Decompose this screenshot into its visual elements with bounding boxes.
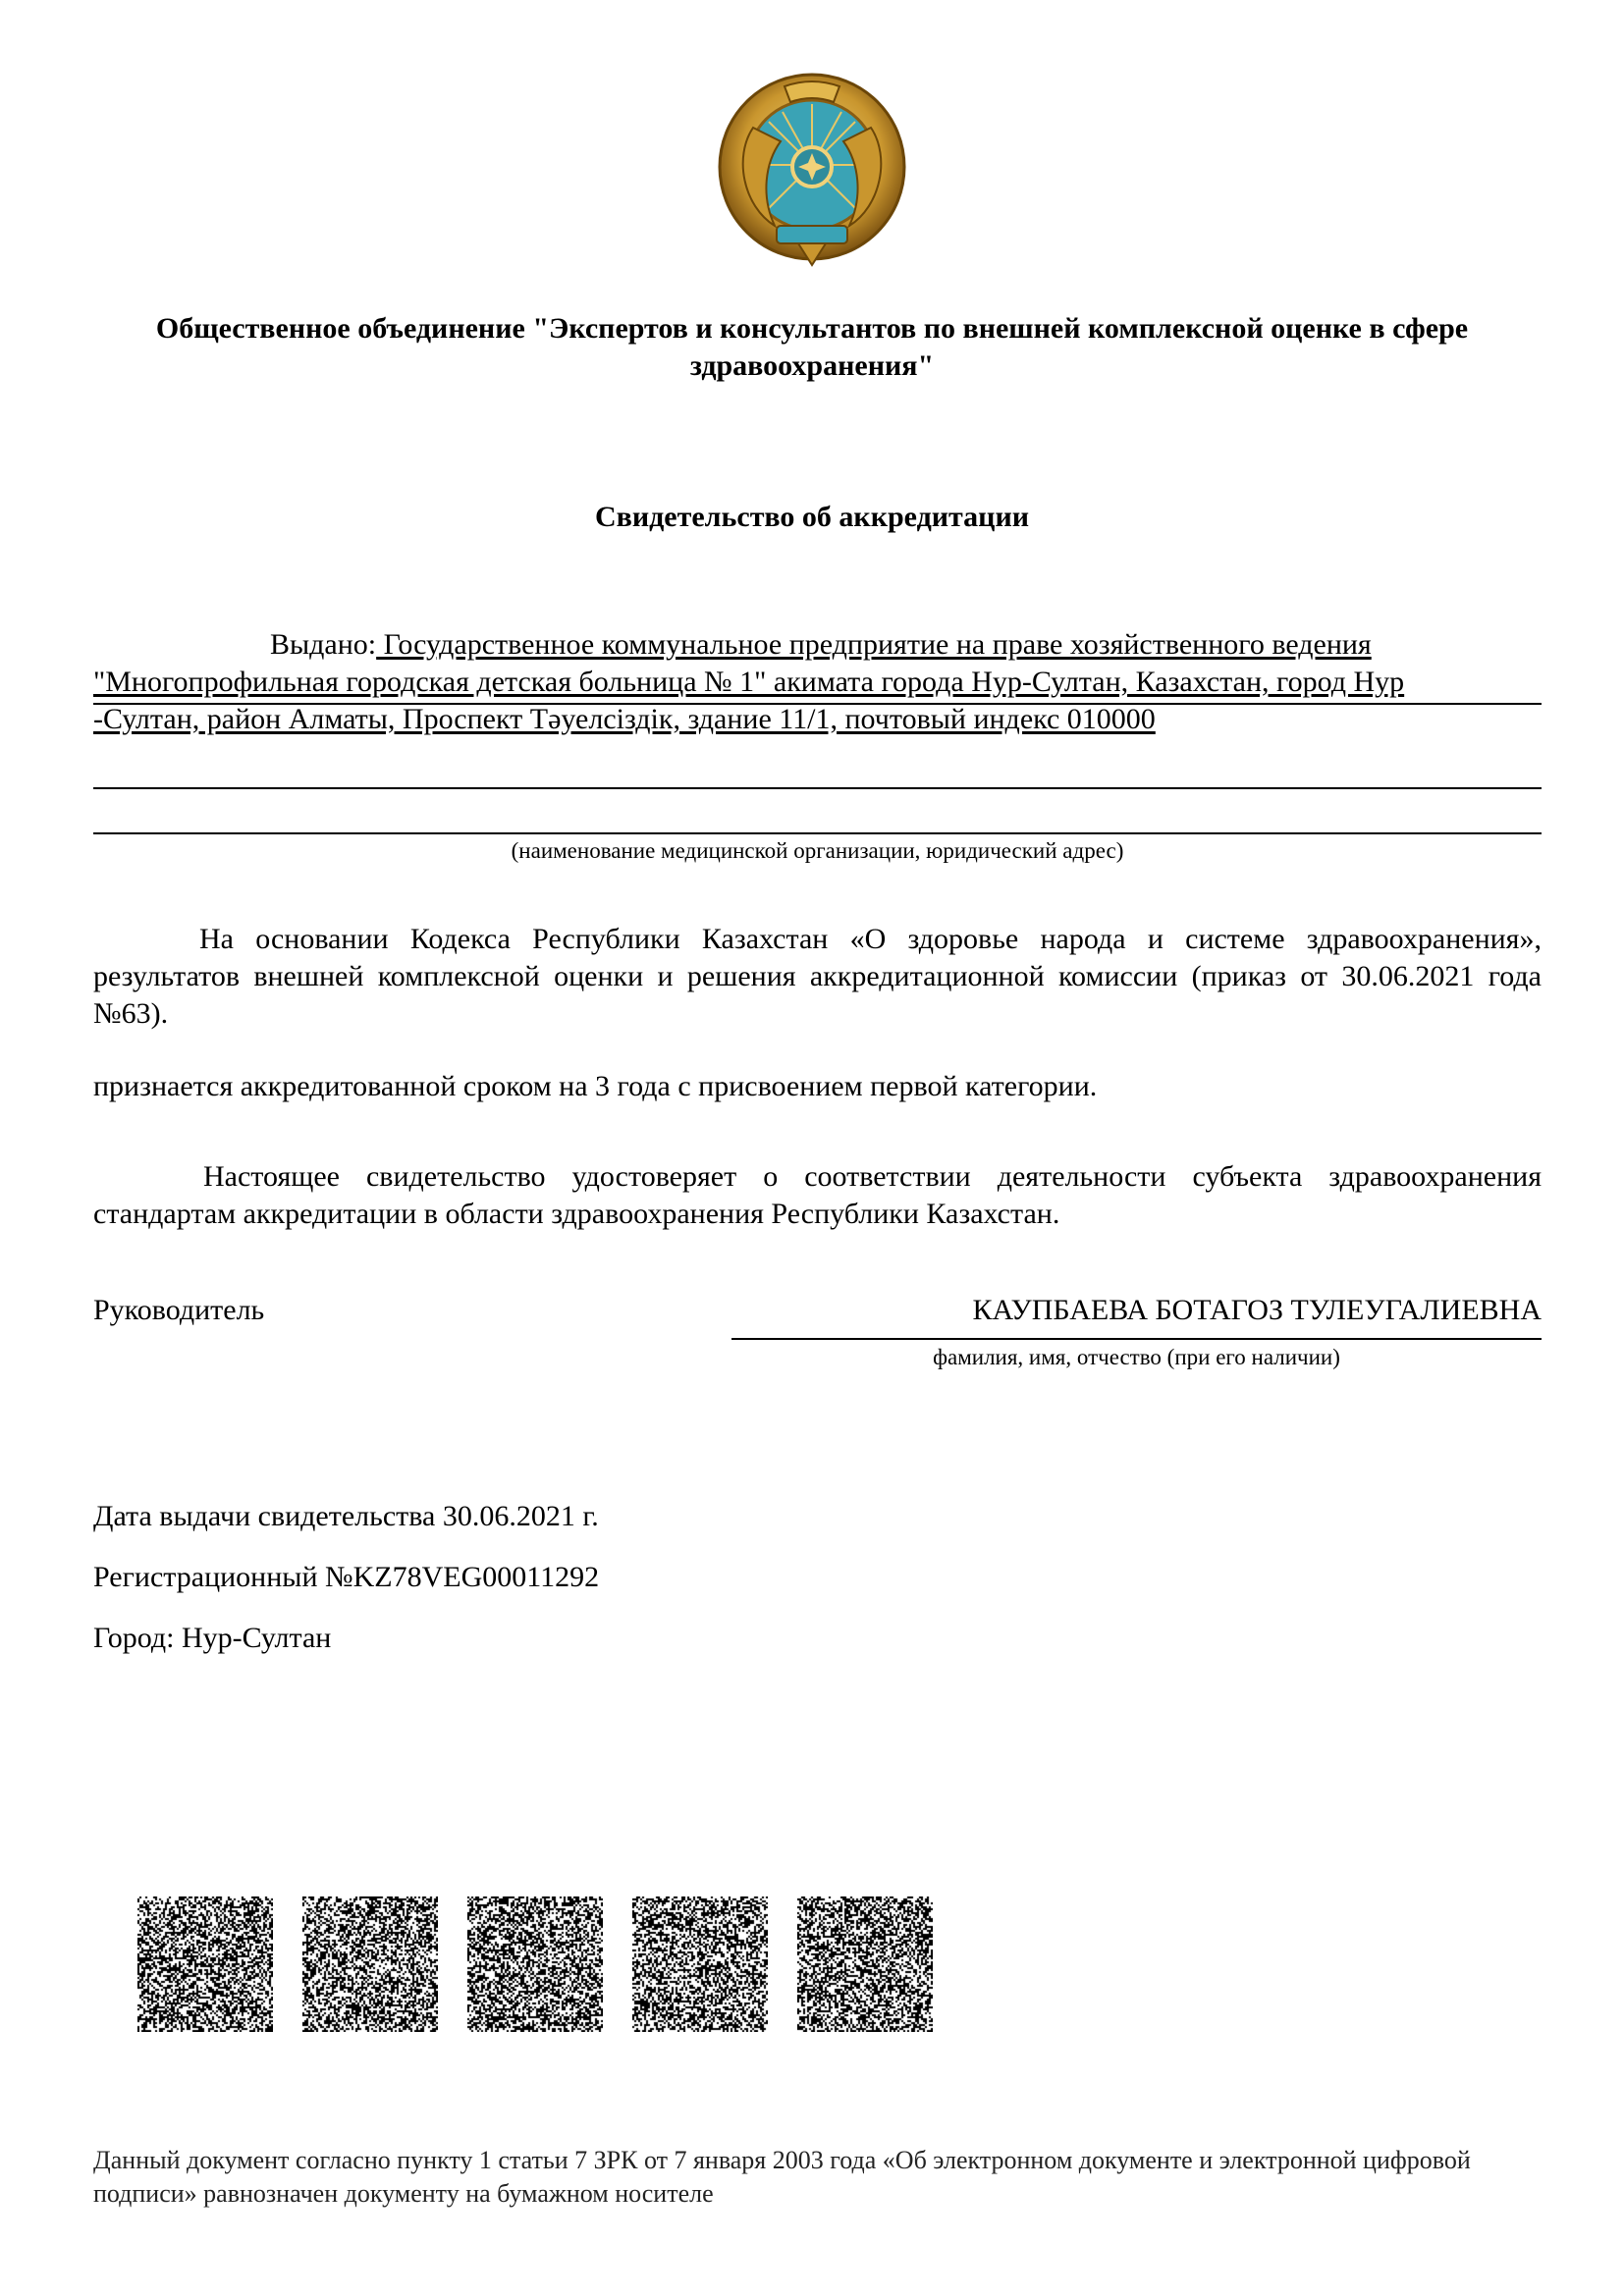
state-emblem: [714, 69, 910, 275]
signature-line: [731, 1338, 1542, 1340]
registration-number: Регистрационный №KZ78VEG00011292: [93, 1561, 600, 1593]
issue-date: Дата выдачи свидетельства 30.06.2021 г.: [93, 1500, 599, 1532]
qr-code-2: [302, 1896, 438, 2032]
coat-of-arms-icon: [714, 69, 910, 275]
city: Город: Нур-Султан: [93, 1622, 332, 1654]
issued-to-line-2: "Многопрофильная городская детская больница № 1" акимата города Нур-Султан, Казахстан, город Нур: [93, 666, 1405, 698]
document-title: Свидетельство об аккредитации: [594, 501, 1030, 533]
issued-to-text-1: Государственное коммунальное предприятие на праве хозяйственного ведения: [376, 628, 1372, 661]
qr-code-3: [467, 1896, 603, 2032]
leader-role-label: Руководитель: [93, 1294, 265, 1326]
leader-name-caption: фамилия, имя, отчество (при его наличии): [933, 1345, 1340, 1369]
issued-to-line-1: [93, 626, 1542, 664]
blank-line-rule-2: [93, 832, 1542, 834]
organization-title-line-2: здравоохранения": [689, 349, 935, 382]
organization-title-line-1: Общественное объединение "Экспертов и консультантов по внешней комплексной оценке в сфере: [155, 312, 1469, 345]
issued-to-block: [93, 626, 1542, 738]
leader-name: КАУПБАЕВА БОТАГОЗ ТУЛЕУГАЛИЕВНА: [972, 1294, 1542, 1326]
qr-code-1: [137, 1896, 273, 2032]
qr-code-4: [632, 1896, 768, 2032]
accreditation-paragraph: признается аккредитованной сроком на 3 года с присвоением первой категории.: [93, 1070, 1098, 1102]
blank-line-rule-1: [93, 787, 1542, 789]
underline-rule: [93, 703, 1542, 705]
qr-code-row: [137, 1896, 943, 2034]
qr-code-5: [797, 1896, 933, 2032]
issued-to-line-3: -Султан, район Алматы, Проспект Тәуелсіздік, здание 11/1, почтовый индекс 010000: [93, 703, 1156, 735]
legal-notice: Данный документ согласно пункту 1 статьи 7 ЗРК от 7 января 2003 года «Об электронном документе и электронной цифровой подписи» равнозначен документу на бумажном носителе: [93, 2146, 1471, 2208]
organization-caption: (наименование медицинской организации, юридический адрес): [511, 838, 1124, 863]
issued-label: Выдано:: [270, 628, 377, 661]
certifies-paragraph: [93, 1158, 1542, 1233]
organization-title: [93, 310, 1531, 385]
basis-paragraph-text: На основании Кодекса Республики Казахстан «О здоровье народа и системе здравоохранения», результатов внешней комплексной оценки и решения аккредитационной комиссии (приказ от 30.06.2021 года №63).: [93, 923, 1542, 1030]
basis-paragraph: [93, 921, 1542, 1033]
certifies-paragraph-text: Настоящее свидетельство удостоверяет о соответствии деятельности субъекта здравоохранения стандартам аккредитации в области здравоохранения Республики Казахстан.: [93, 1160, 1542, 1230]
